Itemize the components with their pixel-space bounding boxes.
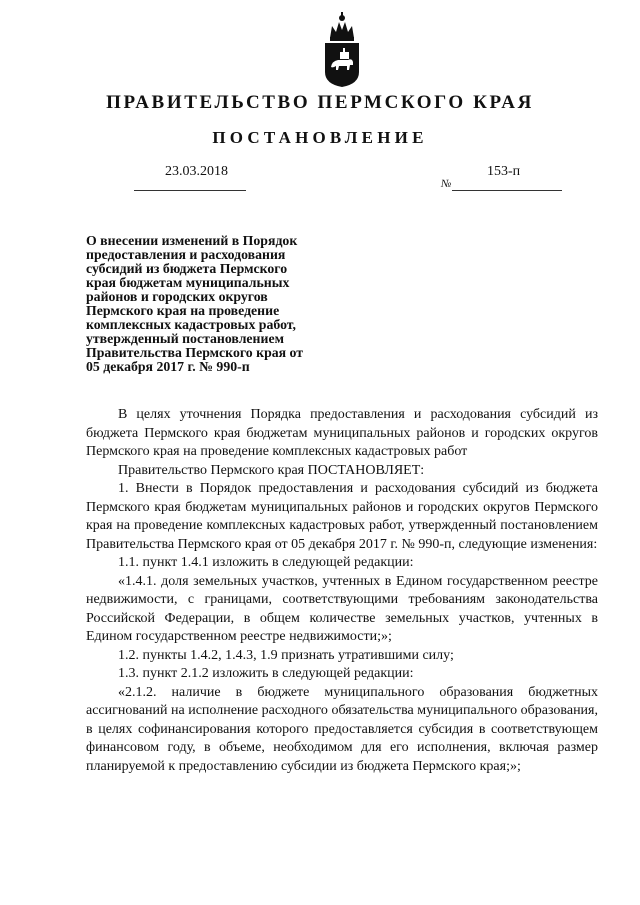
body-paragraph: 1.1. пункт 1.4.1 изложить в следующей редакции: xyxy=(118,555,414,570)
body-paragraph: 1. Внести в Порядок предоставления и расходования субсидий из бюджета Пермского края бюджетам муниципальных районов и городских округов Пермского края на проведение комплексных кадастровых работ, утвержденный постановлением Правительства Пермского края от 05 декабря 2017 г. № 990-п, следующие изменения: xyxy=(86,481,598,552)
body-paragraph: «2.1.2. наличие в бюджете муниципального образования бюджетных ассигнований на исполнение расходного обязательства муниципального образования, в целях софинансирования которого предоставляется субсидия в соответствующем финансовом году, в объеме, необходимом для его исполнения, включая размер планируемой к предоставлению субсидии из бюджета Пермского края;»; xyxy=(86,684,598,774)
body-paragraph: В целях уточнения Порядка предоставления и расходования субсидий из бюджета Пермского края бюджетам муниципальных районов и городских округов Пермского края на проведение комплексных кадастровых работ xyxy=(86,407,598,459)
document-subject: О внесении изменений в Порядок предоставления и расходования субсидий из бюджета Пермского края бюджетам муниципальных районов и городских округов Пермского края на проведение комплексных кадастровых работ, утвержденный постановлением Правительства Пермского края от 05 декабря 2017 г. № 990-п xyxy=(86,233,304,374)
date-underline xyxy=(134,190,246,191)
document-date: 23.03.2018 xyxy=(165,164,228,179)
perm-krai-coat-of-arms-icon xyxy=(322,12,362,88)
number-underline xyxy=(452,190,562,191)
document-type: ПОСТАНОВЛЕНИЕ xyxy=(212,128,428,147)
body-paragraph: 1.2. пункты 1.4.2, 1.4.3, 1.9 признать утратившими силу; xyxy=(118,647,454,663)
body-paragraph: 1.3. пункт 2.1.2 изложить в следующей редакции: xyxy=(118,666,414,681)
body-paragraph: «1.4.1. доля земельных участков, учтенных в Едином государственном реестре недвижимости, с границами, соответствующими требованиям законодательства Российской Федерации, в общем количестве земельных участков, учтенных в Едином государственном реестре недвижимости;»; xyxy=(86,573,598,644)
body-paragraph: Правительство Пермского края ПОСТАНОВЛЯЕТ: xyxy=(118,462,425,478)
document-number: 153-п xyxy=(487,164,521,179)
number-sign: № xyxy=(441,178,452,190)
document-body xyxy=(86,406,598,776)
government-title: ПРАВИТЕЛЬСТВО ПЕРМСКОГО КРАЯ xyxy=(106,92,534,113)
